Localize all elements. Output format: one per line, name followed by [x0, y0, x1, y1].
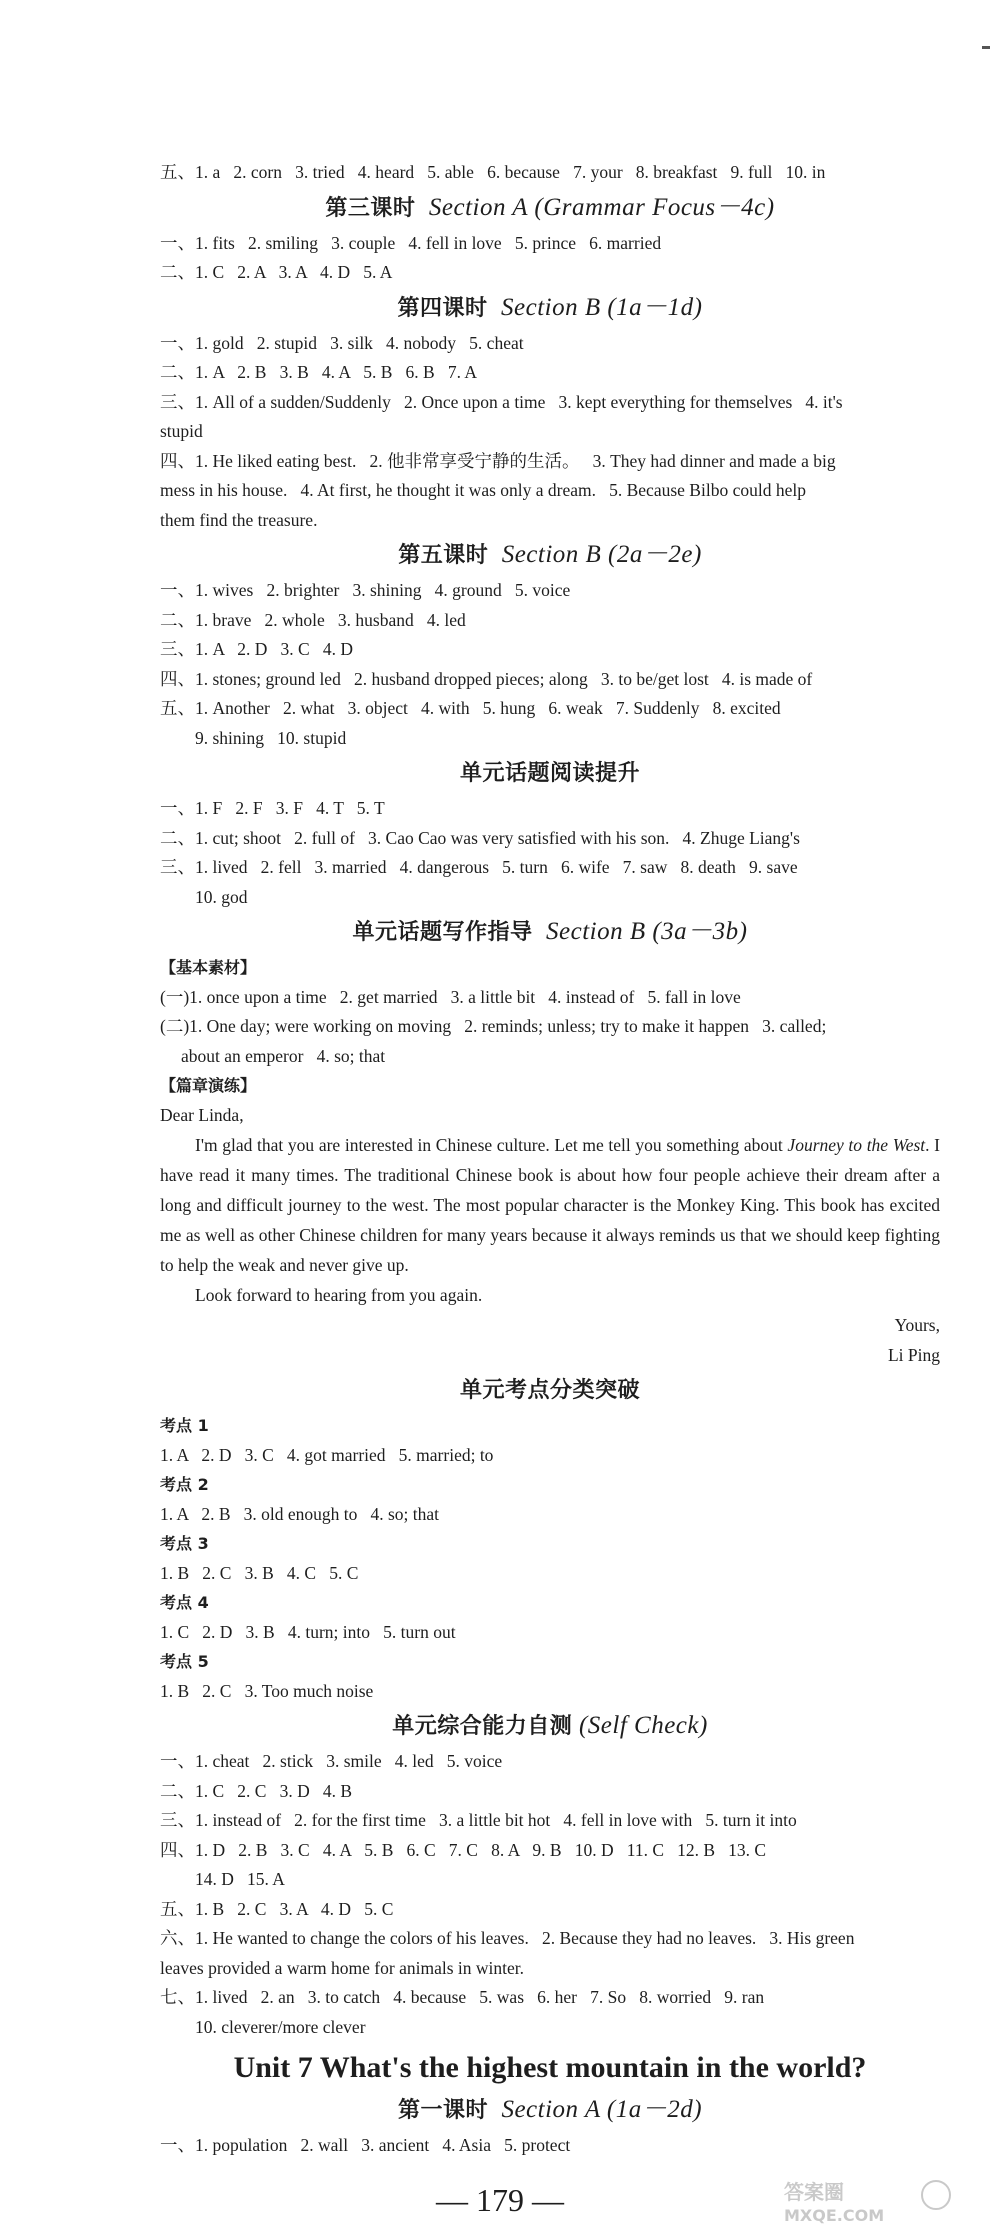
section-heading: [160, 1707, 940, 1746]
essay-practice-label: 【篇章演练】: [160, 1076, 257, 1095]
answer-line: 三、1. All of a sudden/Suddenly 2. Once upon a time 3. kept everything for themselves 4. it's: [160, 391, 843, 412]
answer-line: 二、1. cut; shoot 2. full of 3. Cao Cao was very satisfied with his son. 4. Zhuge Liang's: [160, 827, 800, 848]
book-title: Journey to the West: [787, 1135, 926, 1155]
heading-cn: 第四课时: [397, 295, 488, 321]
answer-line: 三、1. lived 2. fell 3. married 4. dangerous 5. turn 6. wife 7. saw 8. death 9. save: [160, 857, 798, 877]
answer-line: 1. C 2. D 3. B 4. turn; into 5. turn out: [160, 1621, 456, 1642]
heading-cn: 第一课时: [397, 2098, 488, 2123]
answer-line: 五、1. a 2. corn 3. tried 4. heard 5. able 6. because 7. your 8. breakfast 9. full 10. in: [160, 162, 826, 182]
letter-text: . I have read it many times. The traditional Chinese book is about how four people achieve their dream after a long and difficult journey to the west. The most popular character is the Monkey King. This book has excited me as well as other Chinese children for many years because it always reminds us that we should keep fighting to help the weak and never give up.: [160, 1135, 940, 1275]
heading-en: Section B (2a－2e): [501, 541, 702, 568]
answer-line: 六、1. He wanted to change the colors of his leaves. 2. Because they had no leaves. 3. His green: [160, 1928, 855, 1948]
heading-cn: 单元话题写作指导: [352, 920, 533, 945]
answer-line: 1. B 2. C 3. Too much noise: [160, 1680, 374, 1701]
answer-line: leaves provided a warm home for animals in winter.: [160, 1957, 524, 1978]
answer-line: 1. A 2. B 3. old enough to 4. so; that: [160, 1503, 440, 1524]
section-heading: [160, 754, 940, 793]
heading-cn: 单元话题阅读提升: [459, 761, 640, 786]
basic-material-label: 【基本素材】: [160, 958, 257, 977]
section-heading: [160, 2091, 940, 2130]
heading-en: Section A (1a－2d): [501, 2096, 703, 2123]
answer-line: 三、1. A 2. D 3. C 4. D: [160, 639, 353, 659]
answer-line: 四、1. D 2. B 3. C 4. A 5. B 6. C 7. C 8. A 9. B 10. D 11. C 12. B 13. C: [160, 1839, 767, 1860]
answer-line: 七、1. lived 2. an 3. to catch 4. because 5. was 6. her 7. So 8. worried 9. ran: [160, 1987, 765, 2007]
answer-line: 五、1. B 2. C 3. A 4. D 5. C: [160, 1898, 394, 1919]
answer-line: about an emperor 4. so; that: [181, 1045, 386, 1066]
answer-line: (一)1. once upon a time 2. get married 3. a little bit 4. instead of 5. fall in love: [160, 986, 741, 1007]
answer-line: 三、1. instead of 2. for the first time 3. a little bit hot 4. fell in love with 5. turn it into: [160, 1810, 797, 1830]
heading-en: Section A (Grammar Focus－4c): [428, 193, 775, 221]
answer-line: 一、1. gold 2. stupid 3. silk 4. nobody 5. cheat: [160, 332, 524, 353]
section-heading: [160, 289, 940, 328]
section-heading: [160, 189, 940, 228]
answer-line: (二)1. One day; were working on moving 2. reminds; unless; try to make it happen 3. called;: [160, 1016, 827, 1036]
page-number: — 179 —: [436, 2182, 564, 2218]
kaodian-label: 考点 3: [160, 1534, 209, 1553]
answer-line: 二、1. brave 2. whole 3. husband 4. led: [160, 609, 466, 630]
heading-en: (Self Check): [578, 1712, 708, 1739]
heading-cn: 单元考点分类突破: [459, 1378, 640, 1403]
answer-line: mess in his house. 4. At first, he thought it was only a dream. 5. Because Bilbo could help: [160, 480, 806, 500]
letter-closing: Yours,: [894, 1315, 940, 1335]
letter-paragraph: [160, 1130, 940, 1280]
kaodian-label: 考点 5: [160, 1652, 209, 1671]
section-heading: [160, 913, 940, 952]
svg-text:MXQE.COM: MXQE.COM: [784, 2206, 885, 2225]
answer-line: 1. B 2. C 3. B 4. C 5. C: [160, 1562, 359, 1583]
answer-line: 五、1. Another 2. what 3. object 4. with 5. hung 6. weak 7. Suddenly 8. excited: [160, 698, 781, 718]
answer-line: 一、1. population 2. wall 3. ancient 4. Asia 5. protect: [160, 2135, 571, 2155]
kaodian-label: 考点 1: [160, 1416, 209, 1435]
watermark-logo-image: [776, 2175, 986, 2227]
answer-line: 二、1. C 2. C 3. D 4. B: [160, 1780, 353, 1801]
answer-line: 10. god: [195, 886, 248, 907]
answer-line: 四、1. He liked eating best. 2. 他非常享受宁静的生活。 3. They had dinner and made a big: [160, 450, 836, 471]
answer-line: 1. A 2. D 3. C 4. got married 5. married; to: [160, 1444, 494, 1465]
letter-salutation: Dear Linda,: [160, 1104, 244, 1125]
answer-line: 10. cleverer/more clever: [195, 2016, 366, 2037]
unit-title: Unit 7 What's the highest mountain in the world?: [233, 2051, 867, 2084]
heading-cn: 单元综合能力自测: [392, 1714, 573, 1739]
section-heading: [160, 1371, 940, 1410]
watermark-logo: [776, 2175, 986, 2227]
letter-text: I'm glad that you are interested in Chinese culture. Let me tell you something about: [195, 1135, 788, 1155]
corner-mark: [982, 46, 990, 49]
kaodian-label: 考点 2: [160, 1475, 209, 1494]
answer-line: 一、1. F 2. F 3. F 4. T 5. T: [160, 798, 385, 818]
answer-line: 四、1. stones; ground led 2. husband dropped pieces; along 3. to be/get lost 4. is made of: [160, 668, 813, 689]
answer-line: 一、1. wives 2. brighter 3. shining 4. ground 5. voice: [160, 580, 571, 600]
heading-en: Section B (1a－1d): [501, 293, 703, 321]
svg-text:答案圈: 答案圈: [784, 2180, 844, 2204]
letter-signature: Li Ping: [887, 1345, 940, 1365]
section-heading: [160, 536, 940, 575]
heading-en: Section B (3a－3b): [546, 918, 748, 945]
answer-line: 二、1. A 2. B 3. B 4. A 5. B 6. B 7. A: [160, 362, 477, 382]
answer-line: them find the treasure.: [160, 509, 318, 530]
answer-line: 一、1. fits 2. smiling 3. couple 4. fell in love 5. prince 6. married: [160, 232, 662, 253]
answer-line: 9. shining 10. stupid: [195, 727, 347, 748]
answer-line: 一、1. cheat 2. stick 3. smile 4. led 5. voice: [160, 1751, 503, 1771]
answer-content: [160, 158, 940, 2161]
answer-line: 14. D 15. A: [195, 1869, 285, 1889]
heading-cn: 第三课时: [325, 195, 416, 221]
answer-line: 二、1. C 2. A 3. A 4. D 5. A: [160, 262, 393, 282]
kaodian-label: 考点 4: [160, 1593, 209, 1612]
answer-line: stupid: [160, 421, 203, 441]
letter-paragraph: Look forward to hearing from you again.: [195, 1285, 483, 1305]
heading-cn: 第五课时: [398, 543, 489, 568]
